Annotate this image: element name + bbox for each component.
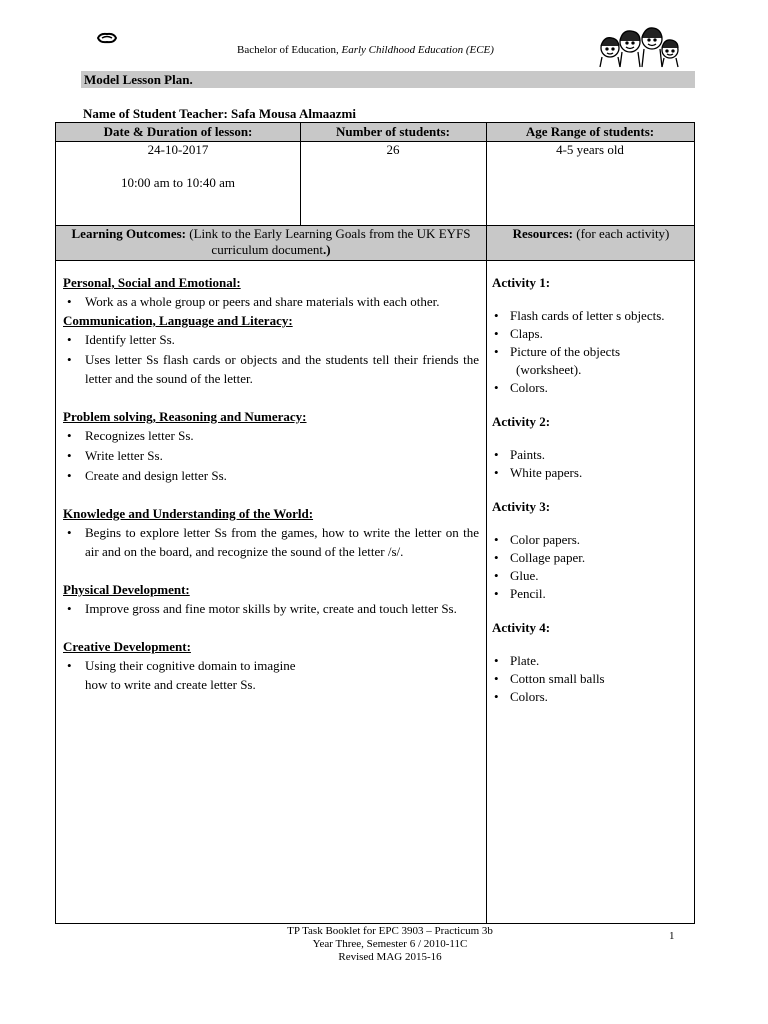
date-duration-header: Date & Duration of lesson: [103, 124, 253, 139]
resources-label: Resources: [512, 226, 574, 241]
list-item: • Improve gross and fine motor skills by write, create and touch letter Ss. [63, 599, 479, 618]
list-item: • Begins to explore letter Ss from the games, how to write the letter on the air and on the board, and recognize the sound of the letter /s/. [63, 523, 479, 561]
footer-line: Year Three, Semester 6 / 2010-11C [312, 938, 468, 950]
list-item: • Plate. [492, 652, 692, 670]
list-item: • Glue. [492, 567, 692, 585]
footer-line: TP Task Booklet for EPC 3903 – Practicum 3b [287, 925, 493, 937]
column-divider [486, 123, 487, 923]
children-faces-icon [598, 26, 682, 68]
lesson-plan-table [55, 122, 695, 924]
activity-1-title: Activity 1: [492, 275, 551, 290]
section-title-kuw: Knowledge and Understanding of the World: [63, 506, 314, 521]
list-item-text: Picture of the objects [510, 344, 621, 359]
activity-3-title: Activity 3: [492, 499, 551, 514]
student-teacher-name: Name of Student Teacher: Safa Mousa Almaazmi [83, 106, 356, 121]
list-item-text: (worksheet). [516, 362, 582, 377]
list-item: • Colors. [492, 379, 692, 397]
section-title-cd: Creative Development: [63, 639, 191, 654]
resources-header [486, 226, 696, 242]
age-range: 4-5 years old [556, 142, 624, 157]
list-item: • Identify letter Ss. [63, 330, 479, 349]
learning-outcomes-note-end: .) [322, 242, 331, 257]
list-item: • Paints. [492, 446, 692, 464]
list-item: • Using their cognitive domain to imagine how to write and create letter Ss. [63, 656, 479, 694]
page-footer [200, 925, 580, 964]
program-name: Early Childhood Education (ECE) [341, 44, 494, 56]
lesson-time: 10:00 am to 10:40 am [120, 175, 236, 190]
lesson-date: 24-10-2017 [147, 142, 209, 157]
list-item: • Write letter Ss. [63, 446, 479, 465]
college-logo-icon [96, 32, 118, 44]
list-item: • Pencil. [492, 585, 692, 603]
section-title-pse: Personal, Social and Emotional: [63, 275, 241, 290]
learning-outcomes-label: Learning Outcomes: [71, 226, 186, 241]
list-item: • White papers. [492, 464, 692, 482]
list-item: • Recognizes letter Ss. [63, 426, 479, 445]
learning-outcomes-note: (Link to the Early Learning Goals from the UK EYFS curriculum document [185, 226, 471, 257]
program-prefix: Bachelor of Education, [237, 44, 342, 56]
student-count: 26 [386, 142, 400, 157]
program-header [237, 44, 494, 56]
list-item: • Colors. [492, 688, 692, 706]
list-item: • Collage paper. [492, 549, 692, 567]
list-item [492, 343, 692, 379]
list-item: • Create and design letter Ss. [63, 466, 479, 485]
list-item: • Uses letter Ss flash cards or objects and the students tell their friends the letter and the sound of the letter. [63, 350, 479, 388]
learning-outcomes-list [63, 274, 479, 695]
row-divider [56, 260, 694, 261]
resources-list [492, 274, 692, 706]
section-title-cll: Communication, Language and Literacy: [63, 313, 293, 328]
page-number: 1 [669, 930, 675, 942]
list-item: • Cotton small balls [492, 670, 692, 688]
list-item: • Flash cards of letter s objects. [492, 307, 692, 325]
activity-2-title: Activity 2: [492, 414, 551, 429]
section-title-pd: Physical Development: [63, 582, 190, 597]
list-item: • Color papers. [492, 531, 692, 549]
list-item: • Claps. [492, 325, 692, 343]
list-item: • Work as a whole group or peers and share materials with each other. [63, 292, 479, 311]
section-title-psrn: Problem solving, Reasoning and Numeracy: [63, 409, 307, 424]
footer-line: Revised MAG 2015-16 [338, 951, 442, 963]
learning-outcomes-header [56, 226, 486, 258]
document-title: Model Lesson Plan. [81, 71, 695, 88]
number-students-header: Number of students: [336, 124, 450, 139]
age-range-header: Age Range of students: [525, 124, 655, 139]
activity-4-title: Activity 4: [492, 620, 551, 635]
resources-note: (for each activity) [573, 226, 670, 241]
